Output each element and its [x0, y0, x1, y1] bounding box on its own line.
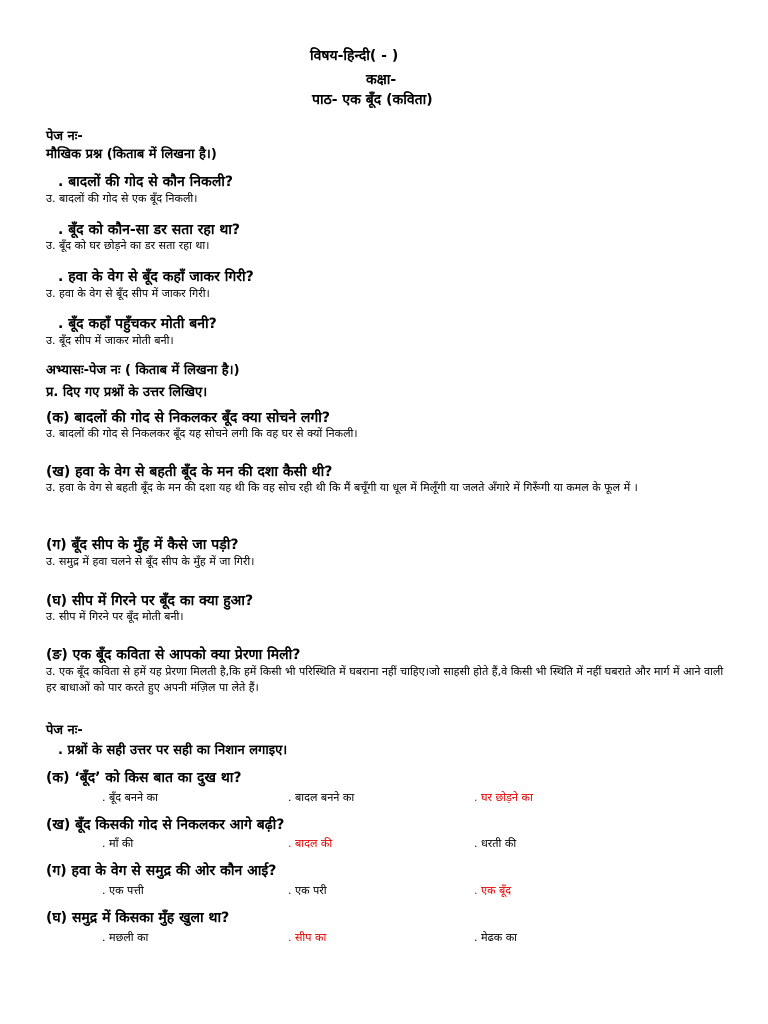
exercise-heading: अभ्यासः-पेज नः ( किताब में लिखना है।) [46, 363, 240, 378]
mcq-option: . एक पत्ती [102, 884, 144, 897]
exercise-question: (ख) हवा के वेग से बहती बूँद के मन की दशा कैसी थी? [46, 464, 333, 480]
exercise-question: (घ) सीप में गिरने पर बूँद का क्या हुआ? [46, 593, 254, 609]
class-label: कक्षा- [366, 72, 397, 88]
oral-answer: उ. हवा के वेग से बूँद सीप में जाकर गिरी। [46, 287, 210, 300]
mcq-option-correct: . एक बूँद [474, 884, 512, 897]
mcq-option: . बूँद बनने का [102, 791, 158, 804]
oral-answer: उ. बूँद सीप में जाकर मोती बनी। [46, 334, 174, 347]
mcq-option: . धरती की [474, 837, 517, 850]
exercise-answer: उ. समुद्र में हवा चलने से बूँद सीप के मुँह में जा गिरी। [46, 555, 255, 568]
exercise-answer: उ. बादलों की गोद से निकलकर बूँद यह सोचने लगी कि वह घर से क्यों निकली। [46, 427, 358, 440]
oral-answer: उ. बादलों की गोद से एक बूँद निकली। [46, 192, 198, 205]
mcq-question: (ख) बूँद किसकी गोद से निकलकर आगे बढ़ी? [46, 817, 285, 833]
mcq-page-label: पेज नः- [46, 723, 83, 738]
exercise-question: (ङ) एक बूँद कविता से आपको क्या प्रेरणा मिली? [46, 647, 301, 663]
mcq-option: . मछली का [102, 931, 149, 944]
mcq-question: (क) ‘बूँद’ को किस बात का दुख था? [46, 770, 242, 786]
oral-question: . बूँद कहाँ पहुँचकर मोती बनी? [58, 316, 217, 332]
mcq-option-correct: . बादल की [288, 837, 333, 850]
mcq-option-correct: . सीप का [288, 931, 327, 944]
exercise-answer: उ. हवा के वेग से बहती बूँद के मन की दशा यह थी कि वह सोच रही थी कि मैं बचूँगी या धूल में मिलूँगी या जलते अँगारे में गिरूँगी या कमल के फूल में । [46, 481, 638, 494]
exercise-question: (ग) बूँद सीप के मुँह में कैसे जा पड़ी? [46, 537, 239, 553]
oral-answer: उ. बूँद को घर छोड़ने का डर सता रहा था। [46, 239, 210, 252]
mcq-option: . मेढक का [474, 931, 518, 944]
oral-question: . बूँद को कौन-सा डर सता रहा था? [58, 222, 241, 238]
oral-question: . बादलों की गोद से कौन निकली? [58, 174, 234, 190]
oral-heading: मौखिक प्रश्न (किताब में लिखना है।) [46, 147, 217, 162]
oral-page-label: पेज नः- [46, 129, 83, 144]
oral-question: . हवा के वेग से बूँद कहाँ जाकर गिरी? [58, 269, 254, 285]
mcq-option: . एक परी [288, 884, 327, 897]
exercise-answer: उ. सीप में गिरने पर बूँद मोती बनी। [46, 610, 184, 623]
exercise-answer: उ. एक बूँद कविता से हमें यह प्रेरणा मिलती है,कि हमें किसी भी परिस्थिति में घबराना नहीं चाहिए।जो साहसी होते हैं,वे किसी भी स्थिति में नहीं घबराते और मार्ग में आने वाली हर बाधाओं को पार करते हुए अपनी मंज़िल पा लेते हैं। [46, 665, 724, 694]
mcq-question: (ग) हवा के वेग से समुद्र की ओर कौन आई? [46, 863, 277, 879]
mcq-option: . माँ की [102, 837, 134, 850]
mcq-question: (घ) समुद्र में किसका मुँह खुला था? [46, 910, 230, 926]
lesson-title: पाठ- एक बूँद (कविता) [312, 92, 433, 108]
exercise-instruction: प्र. दिए गए प्रश्नों के उत्तर लिखिए। [46, 385, 208, 400]
mcq-option: . बादल बनने का [288, 791, 355, 804]
exercise-question: (क) बादलों की गोद से निकलकर बूँद क्या सोचने लगी? [46, 410, 331, 426]
mcq-heading: . प्रश्नों के सही उत्तर पर सही का निशान लगाइए। [58, 743, 288, 758]
mcq-option-correct: . घर छोड़ने का [474, 791, 533, 804]
subject-title: विषय-हिन्दी( - ) [310, 48, 399, 64]
